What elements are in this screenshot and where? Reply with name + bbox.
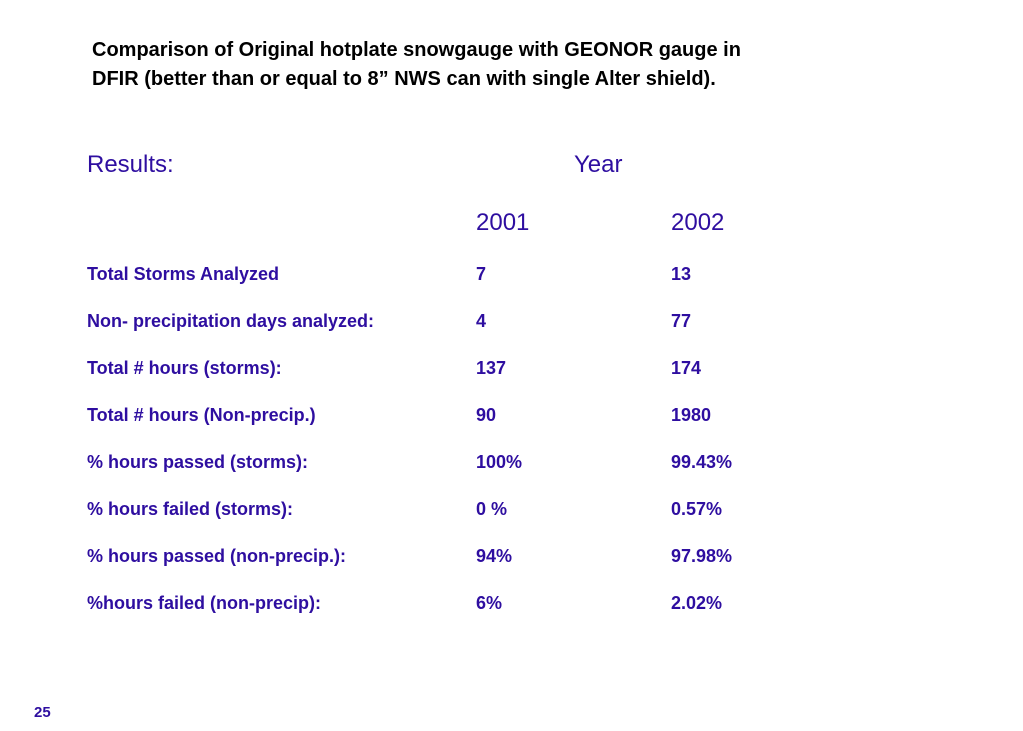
table-row [87,309,887,356]
row-label: Total # hours (storms): [87,358,282,378]
row-label: % hours passed (storms): [87,452,309,472]
value-2002: 2.02% [671,593,723,613]
value-2001: 6% [476,593,503,613]
column-header-2002: 2002 [671,209,725,236]
row-label: % hours passed (non-precip.): [87,546,347,566]
table-row [87,591,887,638]
results-table [87,262,887,638]
table-row [87,450,887,497]
value-2001: 90 [476,405,497,425]
slide-title-line-1: Comparison of Original hotplate snowgauge with GEONOR gauge in [92,39,741,61]
row-label: Total Storms Analyzed [87,264,280,284]
slide-title-line-2: DFIR (better than or equal to 8” NWS can with single Alter shield). [92,68,716,90]
value-2001: 100% [476,452,523,472]
year-heading: Year [574,151,623,178]
value-2001: 0 % [476,499,508,519]
table-row [87,497,887,544]
value-2002: 174 [671,358,702,378]
table-row [87,262,887,309]
value-2001: 137 [476,358,507,378]
row-label: % hours failed (storms): [87,499,294,519]
column-header-2001: 2001 [476,209,530,236]
value-2002: 77 [671,311,692,331]
row-label: Total # hours (Non-precip.) [87,405,316,425]
value-2002: 97.98% [671,546,733,566]
value-2002: 13 [671,264,692,284]
results-heading: Results: [87,151,174,178]
table-row [87,356,887,403]
page-number: 25 [34,704,51,721]
value-2002: 99.43% [671,452,733,472]
value-2002: 1980 [671,405,712,425]
table-row [87,544,887,591]
value-2001: 7 [476,264,487,284]
slide-title [92,36,932,94]
value-2001: 94% [476,546,513,566]
value-2002: 0.57% [671,499,723,519]
row-label: Non- precipitation days analyzed: [87,311,375,331]
table-row [87,403,887,450]
value-2001: 4 [476,311,487,331]
row-label: %hours failed (non-precip): [87,593,321,613]
